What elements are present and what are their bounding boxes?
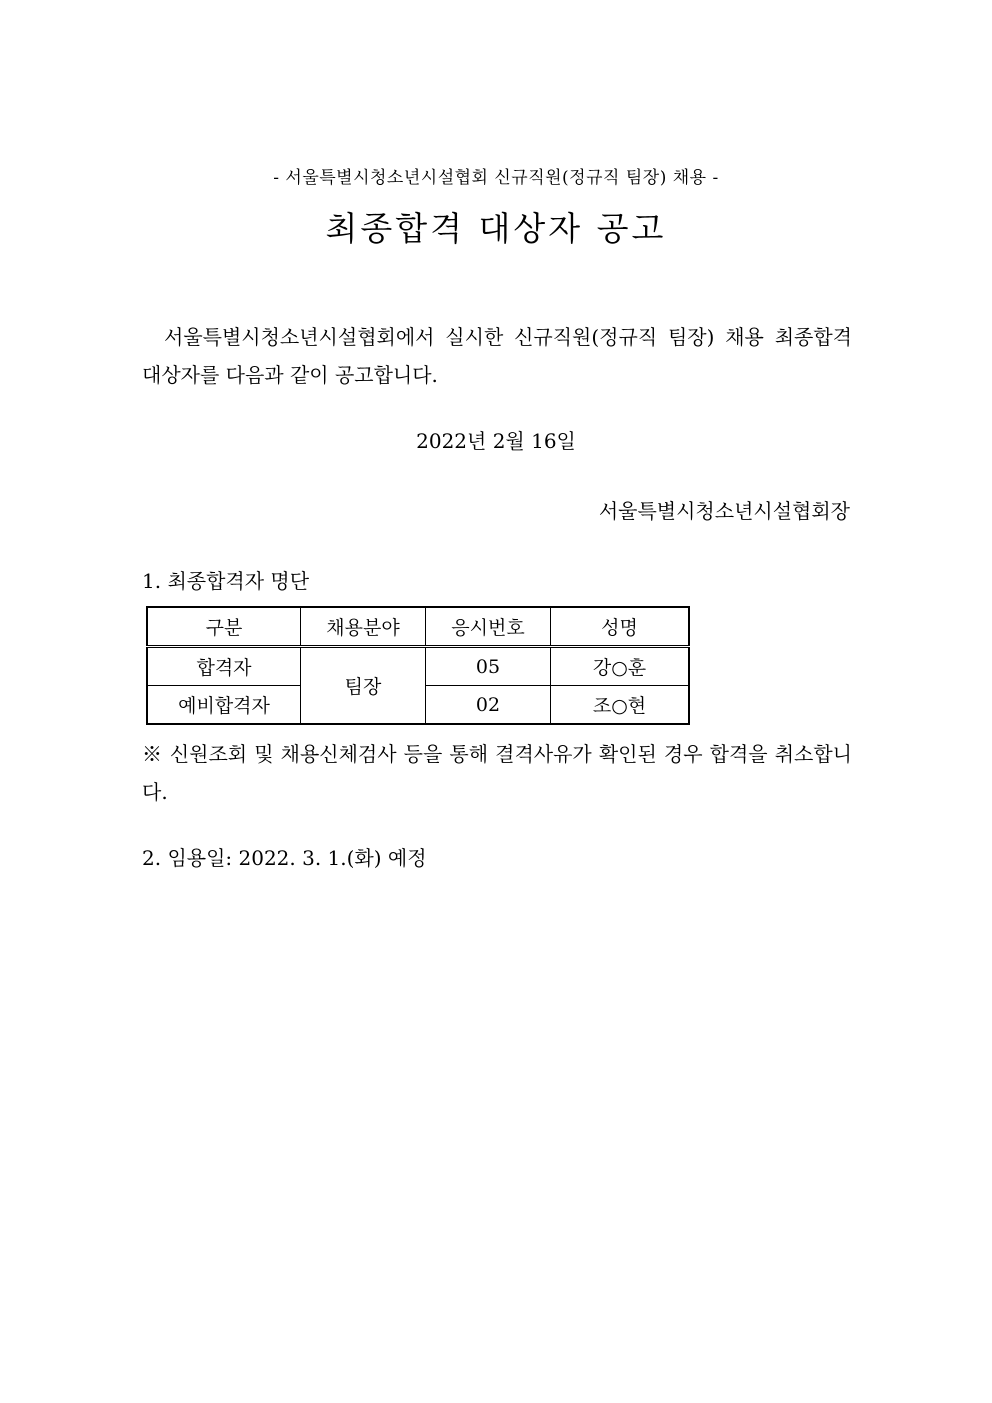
notice-signer: 서울특별시청소년시설협회장 xyxy=(598,499,850,523)
notice-date: 2022년 2월 16일 xyxy=(416,429,576,453)
table-header-row xyxy=(147,607,689,647)
header-field: 채용분야 xyxy=(301,607,426,647)
header-name: 성명 xyxy=(551,607,690,647)
section-1-heading: 1. 최종합격자 명단 xyxy=(142,569,310,593)
cell-category: 합격자 xyxy=(147,647,301,686)
cell-name: 강○훈 xyxy=(551,647,690,686)
notice-intro: 서울특별시청소년시설협회에서 실시한 신규직원(정규직 팀장) 채용 최종합격 대상자를 다음과 같이 공고합니다. xyxy=(142,325,852,387)
cell-name: 조○현 xyxy=(551,686,690,725)
final-results-table xyxy=(146,606,690,725)
cell-category: 예비합격자 xyxy=(147,686,301,725)
cell-number: 02 xyxy=(426,686,551,725)
cell-field: 팀장 xyxy=(301,647,426,725)
section-2-appointment-date: 2. 임용일: 2022. 3. 1.(화) 예정 xyxy=(142,846,427,870)
header-category: 구분 xyxy=(147,607,301,647)
notice-title: 최종합격 대상자 공고 xyxy=(325,209,667,248)
disqualification-note: ※ 신원조회 및 채용신체검사 등을 통해 결격사유가 확인된 경우 합격을 취소합니다. xyxy=(142,742,852,804)
cell-number: 05 xyxy=(426,647,551,686)
table-row xyxy=(147,647,689,686)
header-number: 응시번호 xyxy=(426,607,551,647)
notice-subtitle: - 서울특별시청소년시설협회 신규직원(정규직 팀장) 채용 - xyxy=(273,168,719,188)
